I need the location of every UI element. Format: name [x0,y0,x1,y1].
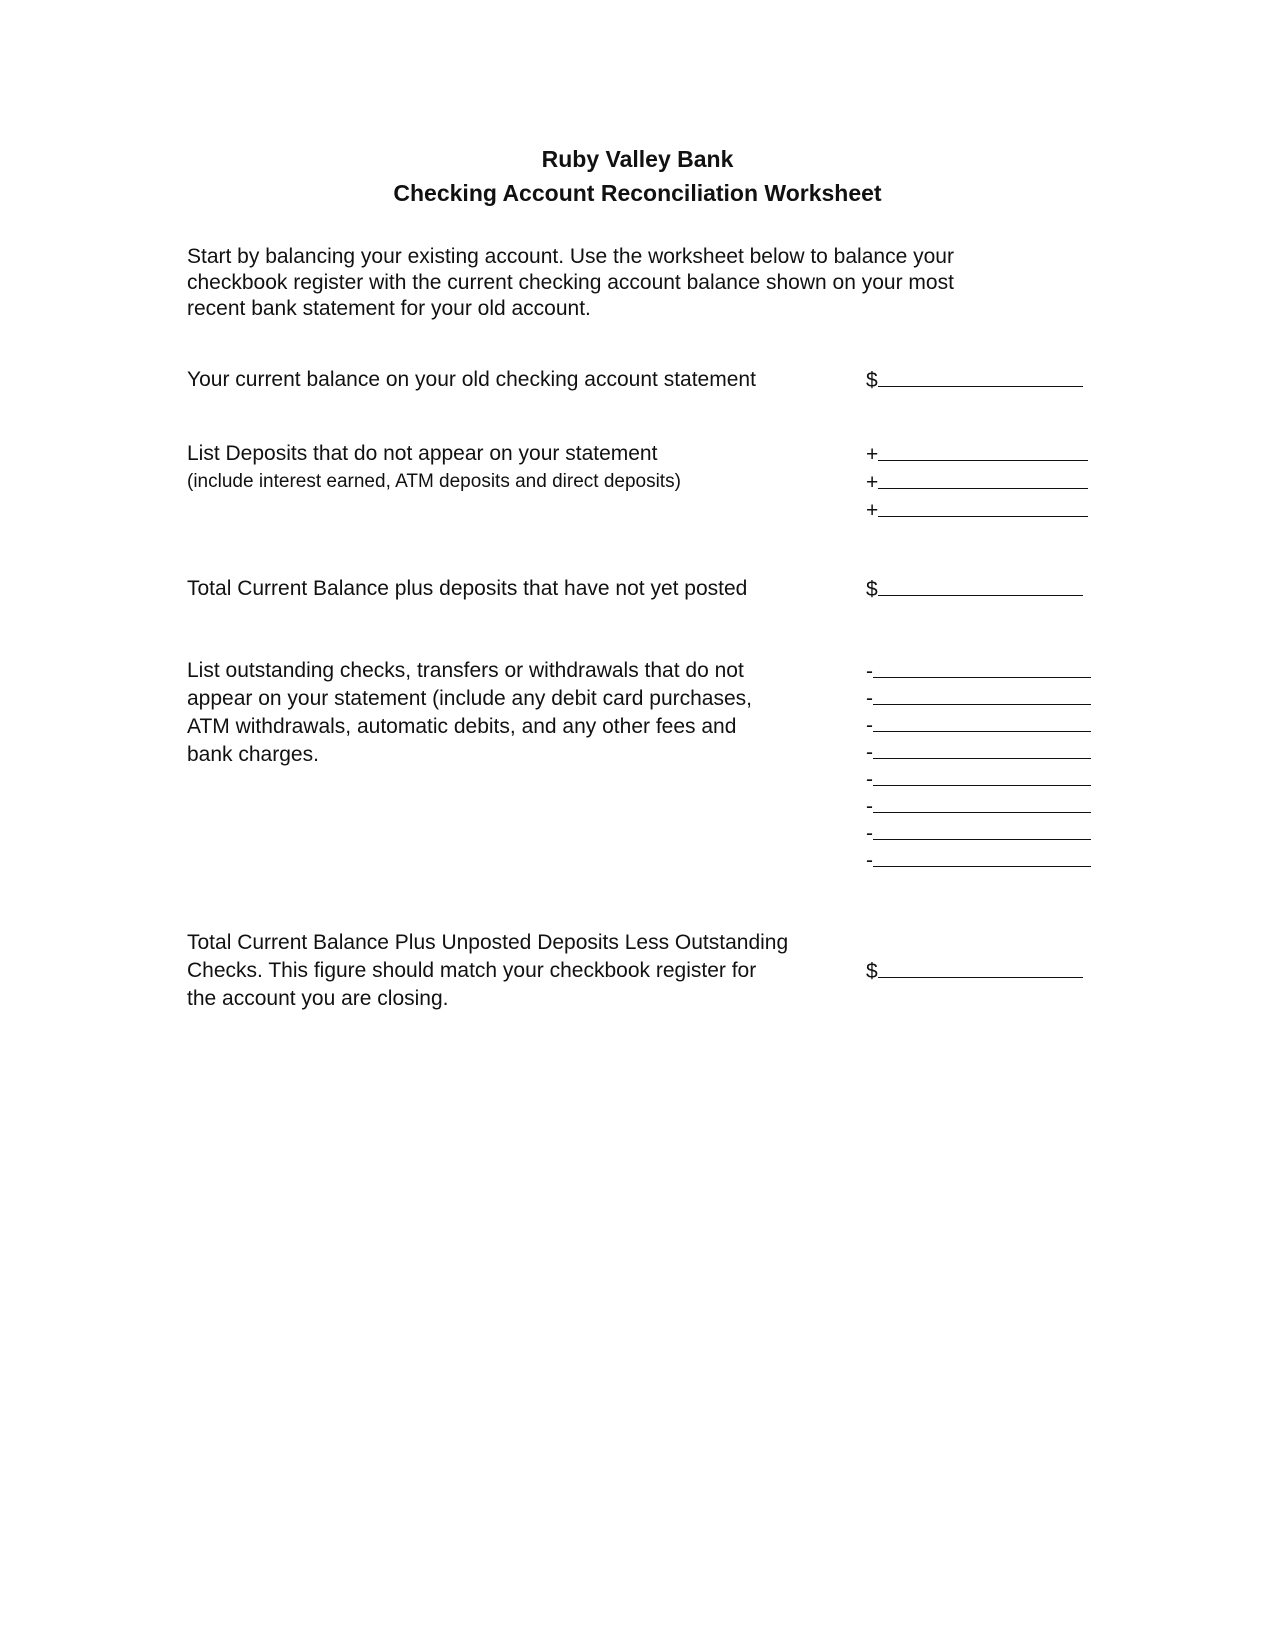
blank-line [873,792,1091,813]
blank-line [878,575,1083,596]
outstanding-field[interactable] [866,657,1091,686]
minus-prefix: - [866,822,873,845]
deposits-label: List Deposits that do not appear on your statement [187,442,658,465]
current-balance-label: Your current balance on your old checking account statement [187,368,756,391]
minus-prefix: - [866,714,873,737]
final-total-label [187,929,788,1013]
deposits-sublabel: (include interest earned, ATM deposits and direct deposits) [187,471,681,492]
minus-prefix: - [866,660,873,683]
total-with-deposits-label: Total Current Balance plus deposits that have not yet posted [187,577,748,600]
minus-prefix: - [866,687,873,710]
intro-line: Start by balancing your existing account. Use the worksheet below to balance your [187,245,954,268]
outstanding-field[interactable] [866,738,1091,767]
form-title: Checking Account Reconciliation Worksheet [393,180,882,206]
outstanding-line: appear on your statement (include any debit card purchases, [187,687,753,710]
blank-line [873,738,1091,759]
outstanding-line: bank charges. [187,743,319,766]
total-with-deposits-field[interactable] [866,575,1083,604]
deposit-field[interactable] [866,440,1088,469]
outstanding-field[interactable] [866,846,1091,875]
final-total-line: Checks. This figure should match your checkbook register for [187,959,757,982]
bank-name: Ruby Valley Bank [541,146,734,172]
blank-line [873,657,1091,678]
minus-prefix: - [866,768,873,791]
blank-line [873,819,1091,840]
blank-line [878,468,1088,489]
outstanding-field[interactable] [866,684,1091,713]
outstanding-label [187,657,752,769]
blank-line [873,846,1091,867]
intro-line: recent bank statement for your old account. [187,297,591,320]
blank-line [878,496,1088,517]
minus-prefix: - [866,741,873,764]
minus-prefix: - [866,849,873,872]
plus-prefix: + [866,499,879,522]
deposit-field[interactable] [866,468,1088,497]
final-total-line: Total Current Balance Plus Unposted Deposits Less Outstanding [187,931,789,954]
final-total-field[interactable] [866,957,1083,986]
intro-line: checkbook register with the current checking account balance shown on your most [187,271,954,294]
outstanding-field[interactable] [866,765,1091,794]
final-total-line: the account you are closing. [187,987,449,1010]
current-balance-field[interactable] [866,366,1083,395]
blank-line [873,711,1091,732]
blank-line [873,765,1091,786]
dollar-prefix: $ [866,578,878,601]
outstanding-line: ATM withdrawals, automatic debits, and any other fees and [187,715,737,738]
blank-line [878,440,1088,461]
outstanding-field[interactable] [866,711,1091,740]
outstanding-field[interactable] [866,819,1091,848]
blank-line [878,957,1083,978]
dollar-prefix: $ [866,960,878,983]
deposit-field[interactable] [866,496,1088,525]
plus-prefix: + [866,471,879,494]
outstanding-field[interactable] [866,792,1091,821]
intro-paragraph [187,244,954,322]
plus-prefix: + [866,443,879,466]
outstanding-line: List outstanding checks, transfers or withdrawals that do not [187,659,744,682]
minus-prefix: - [866,795,873,818]
blank-line [873,684,1091,705]
dollar-prefix: $ [866,369,878,392]
blank-line [878,366,1083,387]
